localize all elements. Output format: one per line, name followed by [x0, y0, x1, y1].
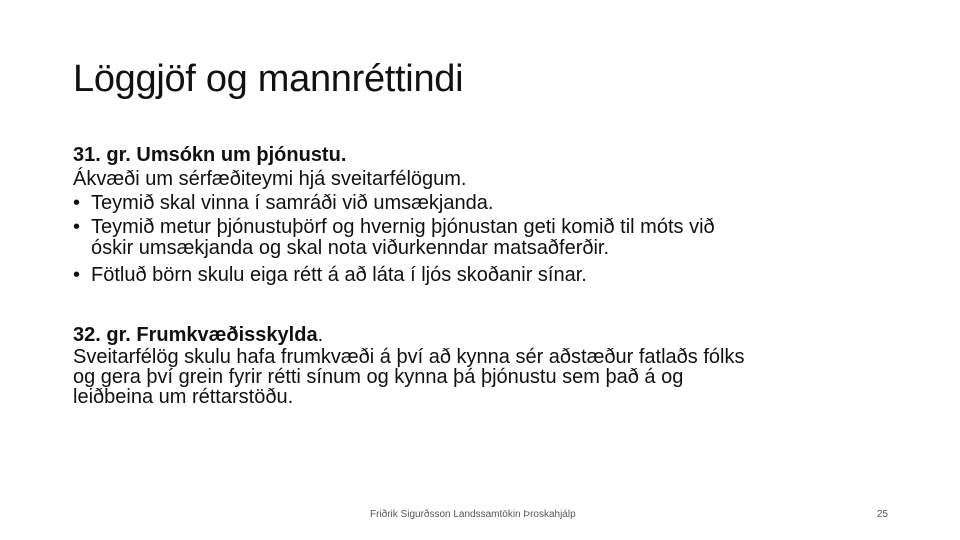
bullet-icon: • — [73, 264, 81, 286]
section-text-32: leiðbeina um réttarstöðu. — [73, 386, 294, 408]
section-heading-31: 31. gr. Umsókn um þjónustu. — [73, 144, 347, 166]
section-text-32: Sveitarfélög skulu hafa frumkvæði á því að kynna sér aðstæður fatlaðs fólks — [73, 346, 745, 368]
bullet-icon: • — [73, 192, 81, 214]
page-number: 25 — [876, 509, 888, 520]
section-text-32: og gera því grein fyrir rétti sínum og kynna þá þjónustu sem það á og — [73, 366, 684, 388]
section-heading-32-suffix: . — [317, 324, 324, 346]
section-heading-32-row — [73, 323, 893, 347]
bullet-item — [73, 263, 893, 287]
bullet-icon: • — [73, 216, 81, 238]
slide-title: Löggjöf og mannréttindi — [73, 58, 464, 100]
section-gap — [73, 287, 893, 323]
slide-body — [73, 143, 893, 407]
section-heading-32: 32. gr. Frumkvæðisskylda — [73, 324, 318, 346]
bullet-text: Fötluð börn skulu eiga rétt á að láta í ljós skoðanir sínar. — [91, 264, 587, 286]
bullet-item — [73, 215, 893, 239]
bullet-text: Teymið metur þjónustuþörf og hvernig þjónustan geti komið til móts við — [91, 216, 715, 238]
footer-text: Friðrik Sigurðsson Landssamtökin Þroskahjálp — [370, 509, 576, 520]
bullet-text-continued: óskir umsækjanda og skal nota viðurkenndar matsaðferðir. — [91, 237, 610, 259]
bullet-item — [73, 191, 893, 215]
section-intro-31: Ákvæði um sérfæðiteymi hjá sveitarfélögum. — [73, 168, 467, 190]
bullet-text: Teymið skal vinna í samráði við umsækjanda. — [91, 192, 494, 214]
